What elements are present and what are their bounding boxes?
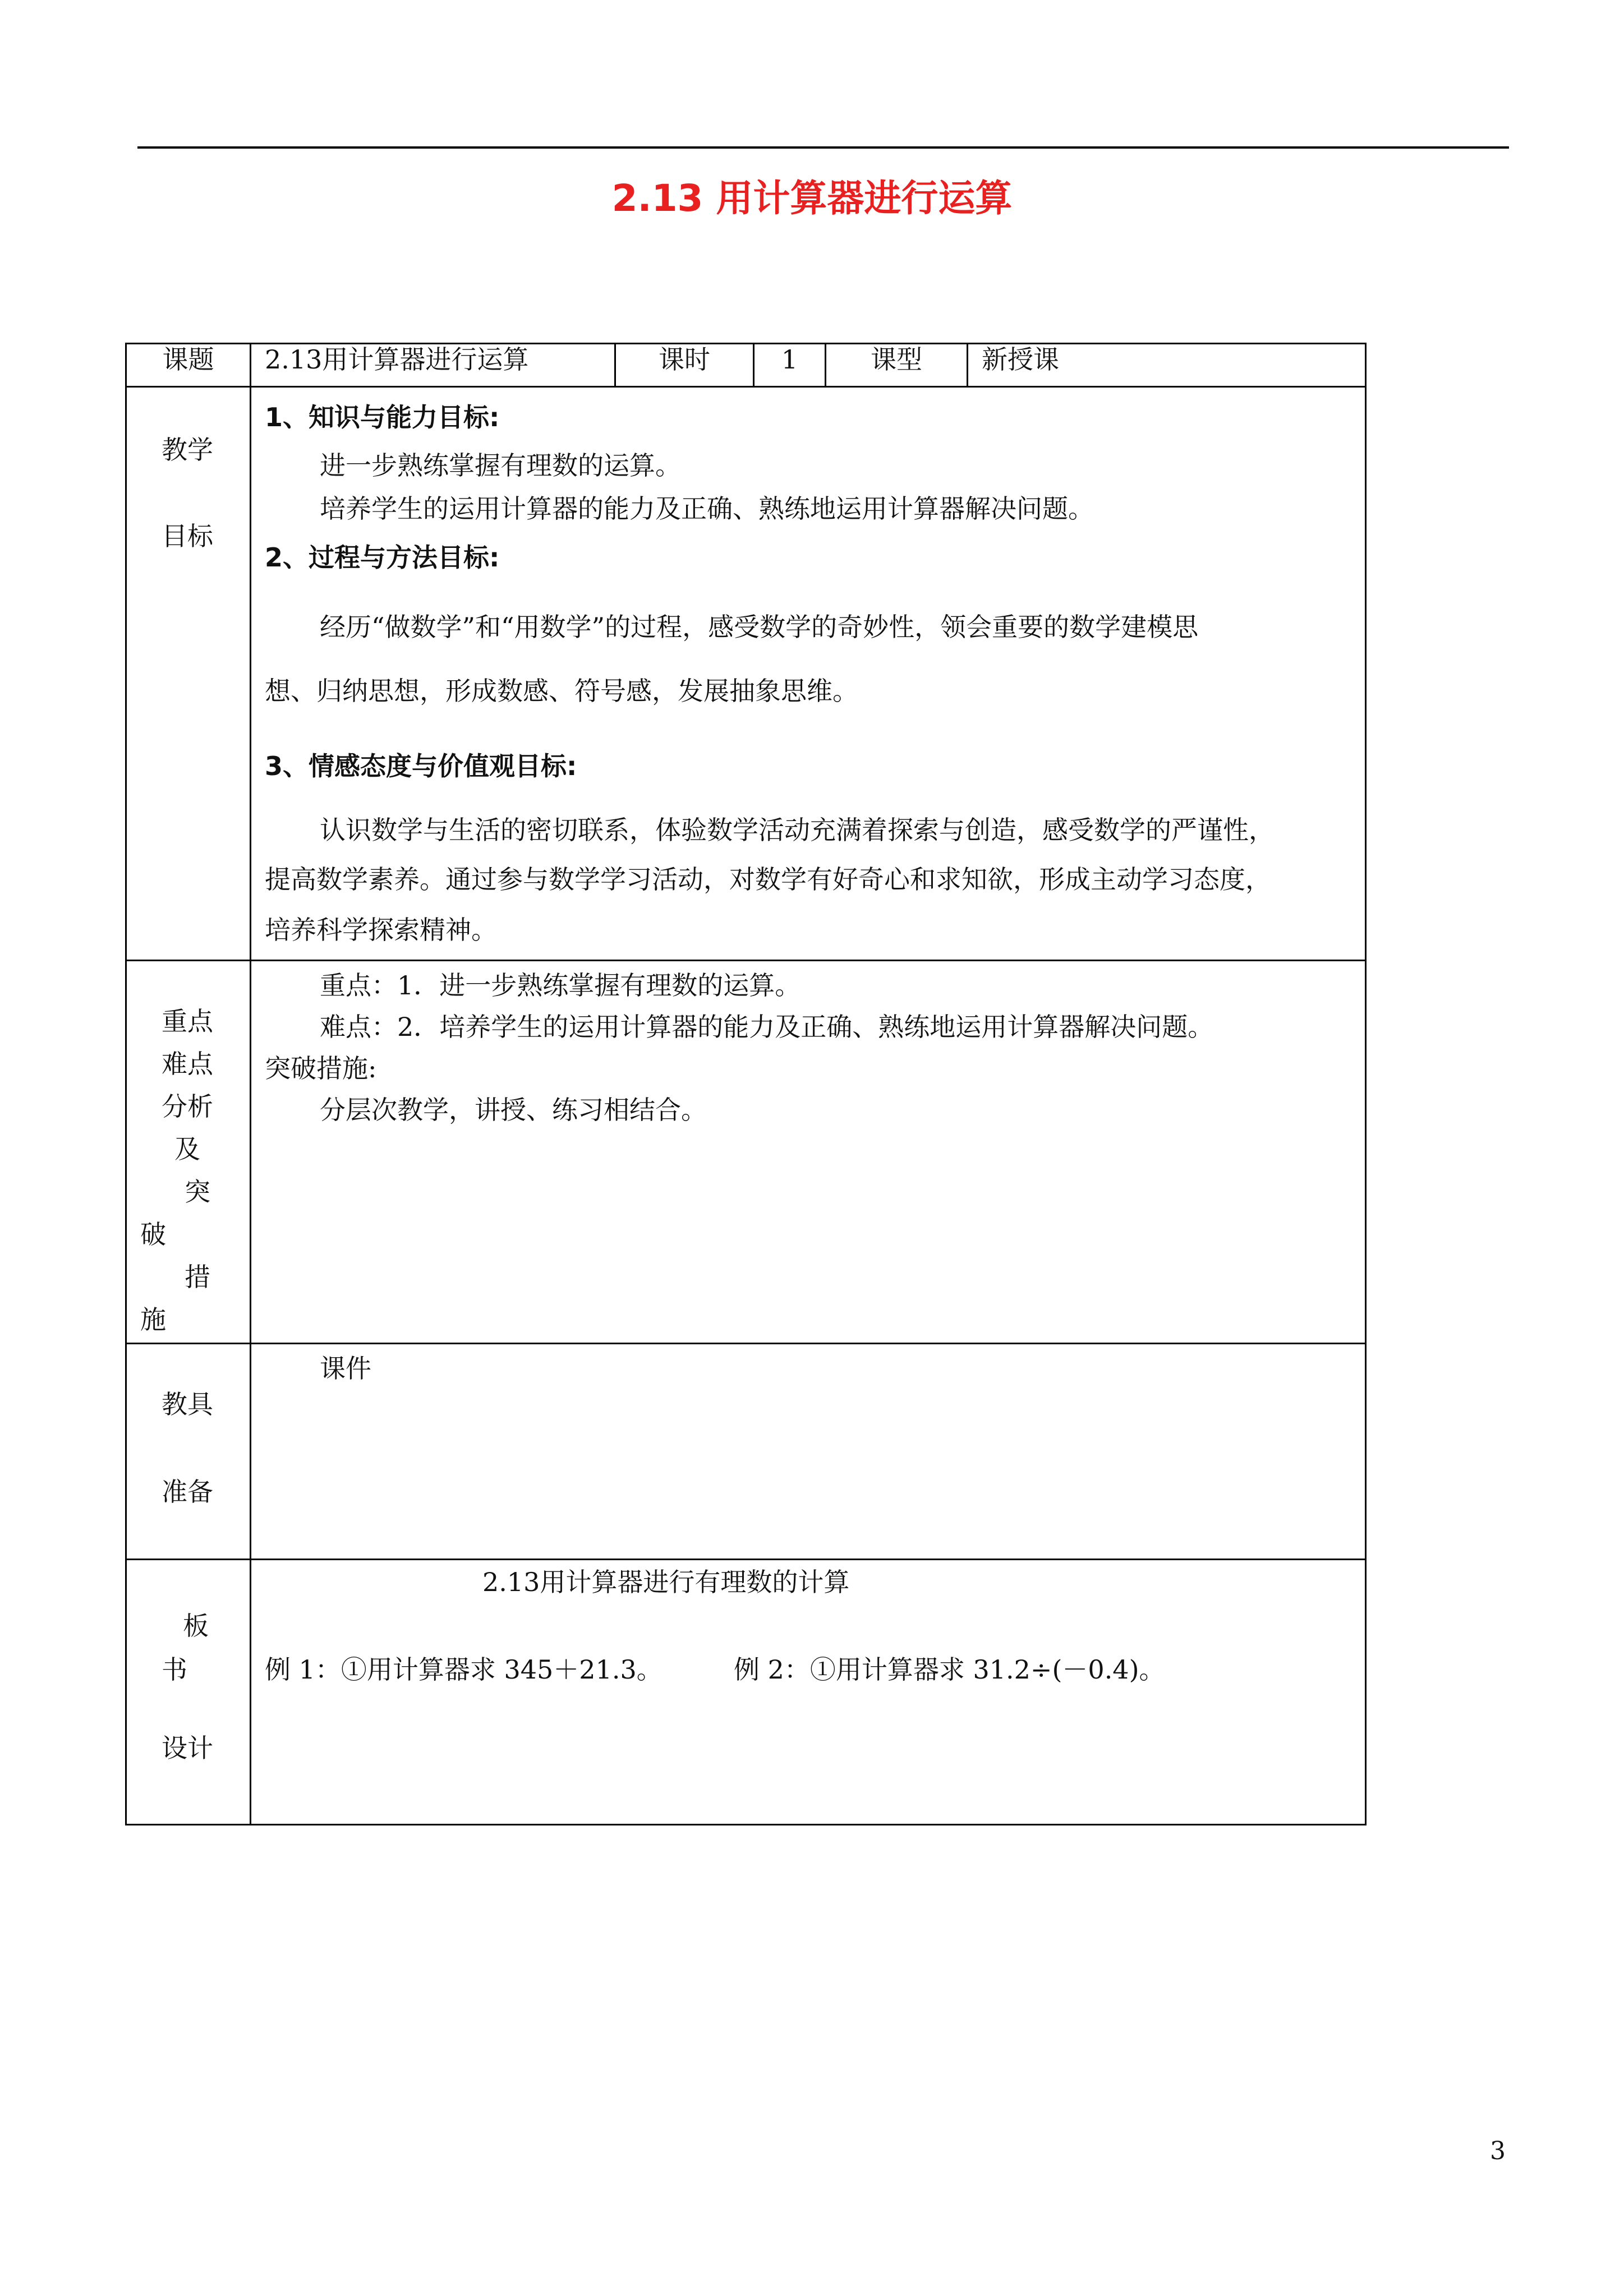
topic-label: 课题	[126, 344, 251, 387]
document-title: 2.13 用计算器进行运算	[611, 177, 1013, 220]
keypoints-label-char: 措	[185, 1262, 210, 1292]
keypoints-row	[126, 961, 1366, 1344]
tools-label-1: 教具	[162, 1389, 213, 1419]
objective-line: 培养科学探索精神。	[265, 915, 497, 945]
board-row	[126, 1560, 1366, 1825]
objectives-row	[126, 387, 1366, 961]
type-value: 新授课	[968, 344, 1366, 387]
tools-label-2: 准备	[162, 1477, 213, 1507]
board-heading: 2.13用计算器进行有理数的计算	[482, 1567, 850, 1597]
board-label-3: 设计	[162, 1733, 213, 1763]
hours-value: 1	[754, 344, 826, 387]
board-example-2: 例 2：①用计算器求 31.2÷(－0.4)。	[734, 1654, 1165, 1685]
objective-heading-knowledge: 1、知识与能力目标:	[265, 402, 500, 432]
board-label-cell	[126, 1560, 251, 1825]
keypoint-line: 突破措施:	[265, 1053, 377, 1084]
objectives-label-2: 目标	[162, 521, 213, 551]
tools-label-cell	[126, 1344, 251, 1560]
objectives-label-1: 教学	[162, 435, 213, 465]
objectives-content	[251, 387, 1366, 961]
keypoints-label-char: 重点	[162, 1006, 213, 1036]
objective-heading-process: 2、过程与方法目标:	[265, 542, 500, 573]
keypoints-label-char: 施	[140, 1304, 166, 1335]
keypoints-label-char: 分析	[162, 1091, 213, 1122]
page-number: 3	[1490, 2137, 1506, 2165]
keypoints-label-char: 破	[140, 1219, 166, 1250]
type-label: 课型	[826, 344, 968, 387]
objective-line: 培养学生的运用计算器的能力及正确、熟练地运用计算器解决问题。	[320, 494, 1094, 524]
objective-line: 认识数学与生活的密切联系，体验数学活动充满着探索与创造，感受数学的严谨性，	[320, 815, 1275, 845]
topic-value: 2.13用计算器进行运算	[251, 344, 615, 387]
tools-content	[251, 1344, 1366, 1560]
keypoint-line: 分层次教学，讲授、练习相结合。	[320, 1095, 707, 1125]
objective-line: 提高数学素养。通过参与数学学习活动，对数学有好奇心和求知欲，形成主动学习态度，	[265, 864, 1271, 895]
objective-line: 进一步熟练掌握有理数的运算。	[320, 450, 681, 481]
keypoints-label-char: 难点	[162, 1049, 213, 1079]
tools-text: 课件	[320, 1353, 371, 1384]
board-content	[251, 1560, 1366, 1825]
objective-line: 经历“做数学”和“用数学”的过程，感受数学的奇妙性，领会重要的数学建模思	[320, 612, 1199, 642]
board-label-2: 书	[162, 1654, 187, 1685]
header-row	[126, 344, 1366, 387]
keypoint-line: 难点：2．培养学生的运用计算器的能力及正确、熟练地运用计算器解决问题。	[320, 1012, 1214, 1042]
lesson-plan-table	[125, 343, 1367, 1825]
header-rule	[137, 146, 1509, 149]
keypoints-label-cell	[126, 961, 251, 1344]
keypoints-label-char: 及	[174, 1134, 200, 1164]
keypoint-line: 重点：1．进一步熟练掌握有理数的运算。	[320, 970, 801, 1001]
board-example-1: 例 1：①用计算器求 345＋21.3。	[265, 1654, 663, 1685]
keypoints-label-char: 突	[185, 1177, 210, 1207]
keypoints-content	[251, 961, 1366, 1344]
board-label-1: 板	[183, 1611, 209, 1641]
objectives-label-cell	[126, 387, 251, 961]
objective-line: 想、归纳思想，形成数感、符号感，发展抽象思维。	[265, 676, 858, 706]
hours-label: 课时	[615, 344, 754, 387]
tools-row	[126, 1344, 1366, 1560]
objective-heading-attitude: 3、情感态度与价值观目标:	[265, 751, 577, 781]
